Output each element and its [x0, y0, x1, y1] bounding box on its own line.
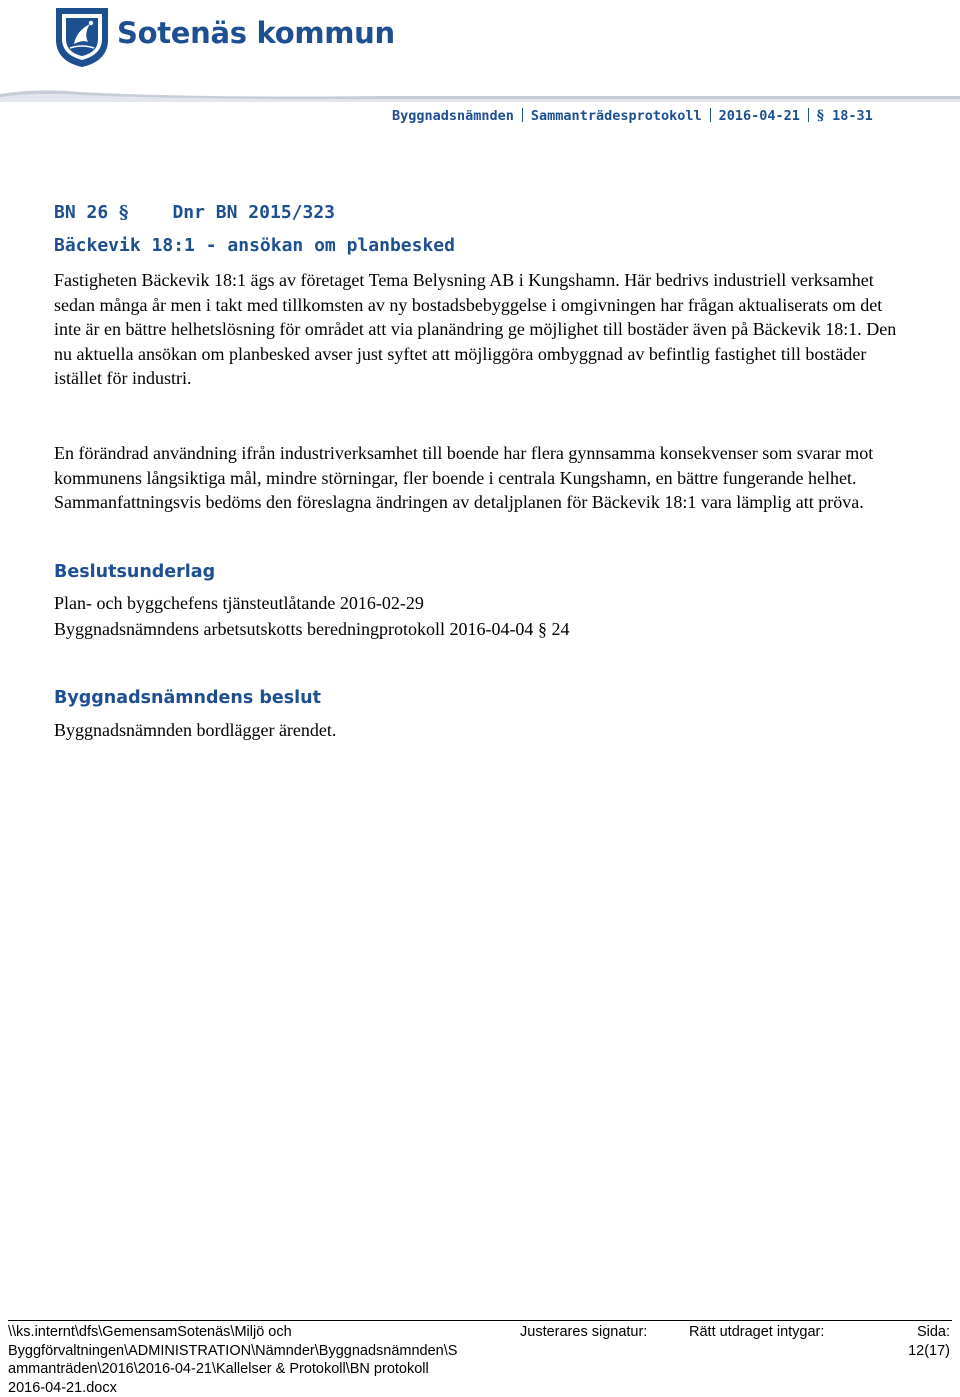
sotenas-logo — [52, 4, 382, 68]
beslutsunderlag-item-1: Plan- och byggchefens tjänsteutlåtande 2016-02-29 — [54, 593, 424, 614]
footer-sida-value: 12(17) — [880, 1342, 950, 1361]
footer-page-number — [880, 1323, 950, 1360]
case-identifier — [54, 202, 335, 223]
beslutsunderlag-item-2-text: Byggnadsnämndens arbetsutskotts beredningprotokoll 2016-04-04 — [54, 619, 533, 639]
municipal-shield-icon — [52, 4, 114, 68]
body-paragraph-1: Fastigheten Bäckevik 18:1 ägs av företaget Tema Belysning AB i Kungshamn. Här bedrivs industriell verksamhet sedan många år men i takt med tillkomsten av ny bostadsbebyggelse i omgivningen har frågan aktualiserats om det inte är en bättre helhetslösning för området att via planändring ge möjlighet till bostäder även på Bäckevik 18:1. Den nu aktuella ansökan om planbesked avser just syftet att möjliggöra ombyggnad av befintlig fastighet till bostäder istället för industri. — [54, 268, 902, 391]
header-section-sign: § — [817, 108, 824, 124]
header-date: 2016-04-21 — [719, 108, 800, 124]
footer-sida-label: Sida: — [880, 1323, 950, 1342]
header-divider — [522, 108, 523, 122]
footer-path-line: ammanträden\2016\2016-04-21\Kallelser & Protokoll\BN protokoll — [8, 1360, 457, 1379]
header-board: Byggnadsnämnden — [392, 108, 514, 124]
logo-wordmark: Sotenäs kommun — [117, 16, 395, 50]
footer-path-line: \\ks.internt\dfs\GemensamSotenäs\Miljö och — [8, 1323, 457, 1342]
footer-justerares-signatur: Justerares signatur: — [520, 1323, 647, 1342]
case-section-sign: § — [119, 202, 128, 223]
footer-file-path — [8, 1323, 457, 1397]
beslut-heading: Byggnadsnämndens beslut — [54, 688, 321, 708]
footer-divider — [8, 1320, 952, 1321]
header-doc-type: Sammanträdesprotokoll — [531, 108, 702, 124]
beslutsunderlag-item-2 — [54, 619, 569, 640]
header-wave-bar — [0, 88, 960, 102]
beslut-text: Byggnadsnämnden bordlägger ärendet. — [54, 720, 336, 741]
beslutsunderlag-item-2-section: § 24 — [538, 619, 570, 639]
case-number: BN 26 — [54, 202, 108, 223]
case-dnr: Dnr BN 2015/323 — [172, 202, 335, 223]
beslutsunderlag-heading: Beslutsunderlag — [54, 562, 215, 582]
footer-path-line: Byggförvaltningen\ADMINISTRATION\Nämnder\Byggnadsnämnden\S — [8, 1342, 457, 1361]
footer-path-line: 2016-04-21.docx — [8, 1379, 457, 1397]
header-divider — [710, 108, 711, 122]
body-paragraph-2: En förändrad användning ifrån industriverksamhet till boende har flera gynnsamma konsekvenser som svarar mot kommunens långsiktiga mål, mindre störningar, fler boende i centrala Kungshamn, en bättre fungerande helhet. Sammanfattningsvis bedöms den föreslagna ändringen av detaljplanen för Bäckevik 18:1 vara lämplig att pröva. — [54, 441, 902, 515]
header-section-range: 18-31 — [832, 108, 873, 124]
running-header — [392, 108, 873, 124]
case-title: Bäckevik 18:1 - ansökan om planbesked — [54, 235, 455, 256]
header-divider — [808, 108, 809, 122]
footer-ratt-utdraget: Rätt utdraget intygar: — [689, 1323, 824, 1342]
